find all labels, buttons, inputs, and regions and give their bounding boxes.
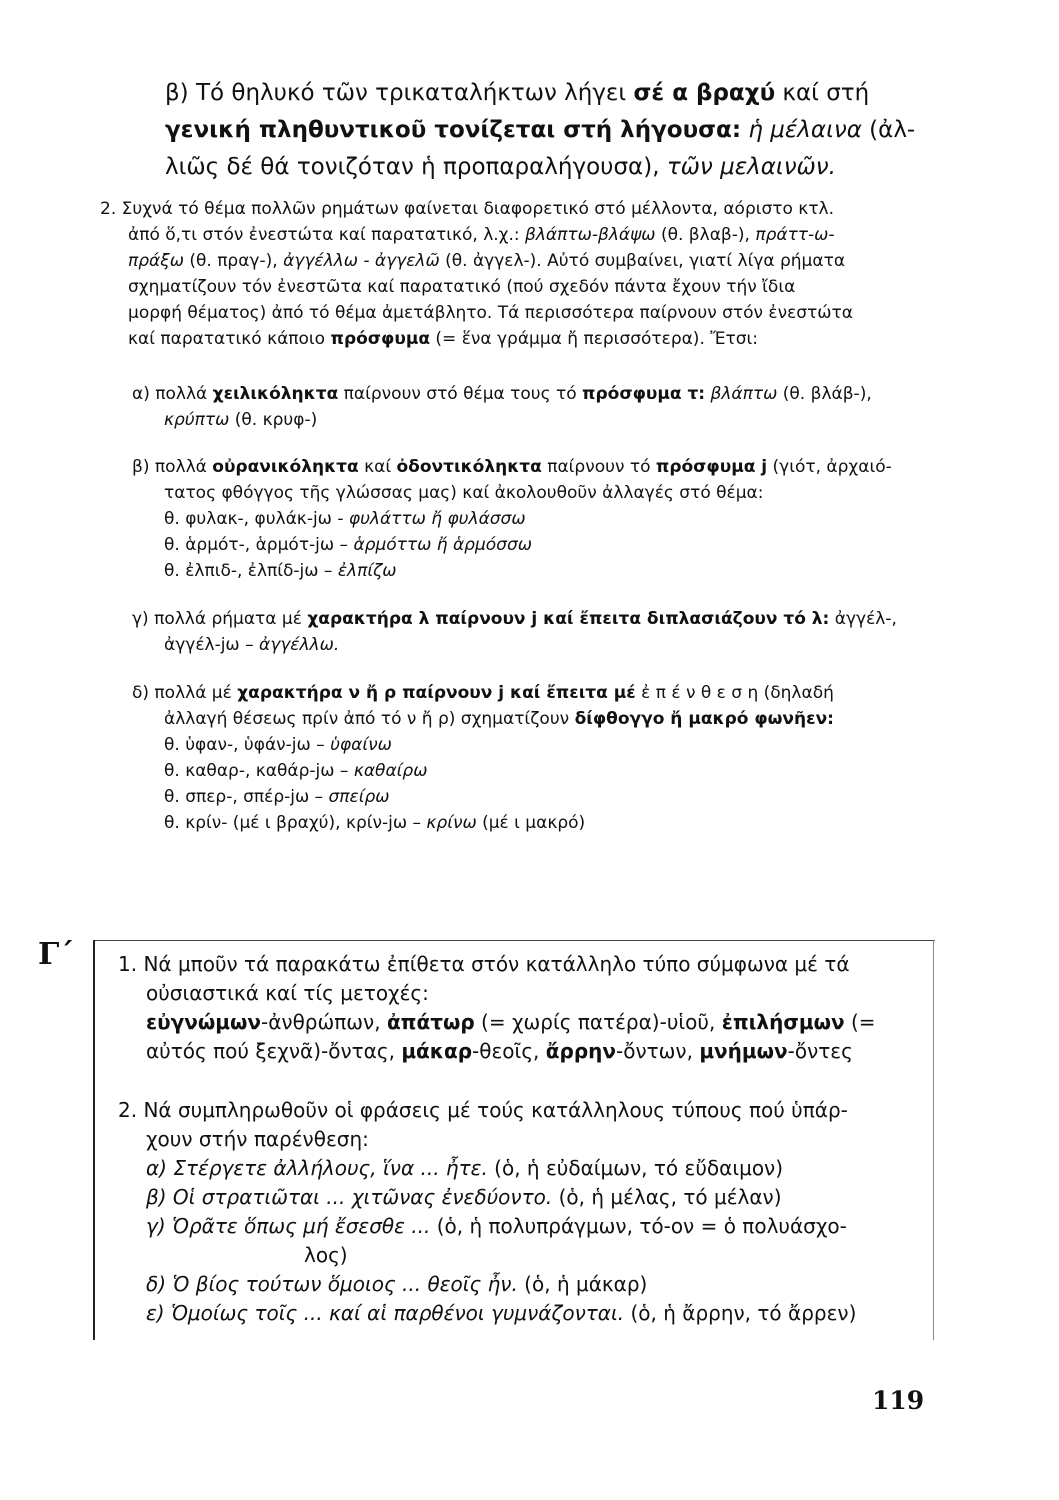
example: ἡ μέλαινα	[741, 117, 862, 143]
sentence: ε) Ὁμοίως τοῖς ... καί αἱ παρθένοι γυμνάζονται.	[146, 1301, 625, 1325]
hint: (ὁ, ἡ μάκαρ)	[517, 1272, 648, 1296]
text: καί παρατατικό κάποιο	[128, 329, 331, 349]
example: σπείρω	[328, 787, 390, 807]
text: β) πολλά	[132, 457, 213, 477]
text: (θ. βλαβ-),	[655, 225, 756, 245]
text: (= ἕνα γράμμα ἤ περισσότερα). Ἔτσι:	[430, 329, 759, 349]
emphasis: ἐπιλήσμων	[721, 1010, 845, 1034]
emphasis: χαρακτήρα ν ἤ ρ παίρνουν j καί ἔπειτα μέ	[237, 683, 636, 703]
hint: (ὁ, ἡ ἄρρην, τό ἄρρεν)	[624, 1301, 857, 1325]
text: ἀπό ὅ,τι στόν ἐνεστώτα καί παρατατικό, λ.χ.:	[128, 225, 526, 245]
exercise-box-right	[933, 940, 934, 1340]
section-marker: Γ΄	[38, 937, 75, 972]
emphasis: εὐγνώμων	[146, 1010, 261, 1034]
hint: (ὁ, ἡ μέλας, τό μέλαν)	[552, 1185, 782, 1209]
example: κρίνω	[426, 813, 477, 833]
text: καί στή	[775, 80, 870, 106]
example: βλάπτω	[705, 384, 778, 404]
example: ἀγγέλλω.	[258, 635, 340, 655]
exercise-1	[118, 950, 876, 1066]
emphasis: δίφθογγο ἤ μακρό φωνῆεν:	[574, 709, 834, 729]
emphasis: πρόσφυμα j	[655, 457, 768, 477]
text: (θ. ἀγγελ-). Αὐτό συμβαίνει, γιατί λίγα ρήματα	[439, 251, 846, 271]
emphasis: ἀπάτωρ	[386, 1010, 475, 1034]
text: θ. σπερ-, σπέρ-jω –	[164, 787, 329, 807]
text: (= χωρίς πατέρα)-υἱοῦ,	[474, 1010, 722, 1034]
sentence: δ) Ὁ βίος τούτων ὅμοιος ... θεοῖς ἦν.	[146, 1272, 518, 1296]
example: ὑφαίνω	[330, 735, 392, 755]
text: α) πολλά	[132, 384, 213, 404]
text: ἀγγέλ-,	[829, 609, 897, 629]
example: πράττ-ω-	[755, 225, 835, 245]
sentence: β) Οἱ στρατιῶται ... χιτῶνας ἐνεδύοντο.	[146, 1185, 553, 1209]
emphasis: μνήμων	[699, 1039, 788, 1063]
text: β) Τό θηλυκό τῶν τρικαταλήκτων λήγει	[165, 80, 634, 106]
text: -ὄντες	[787, 1039, 853, 1063]
text: ἀγγέλ-jω –	[164, 635, 259, 655]
emphasis: σέ α βραχύ	[633, 80, 776, 106]
text: οὐσιαστικά καί τίς μετοχές:	[146, 981, 429, 1005]
text: λιῶς δέ θά τονιζόταν ἡ προπαραλήγουσα),	[165, 154, 667, 180]
exercise-box-left	[93, 940, 95, 1340]
text: θ. καθαρ-, καθάρ-jω –	[164, 761, 354, 781]
text: -ἀνθρώπων,	[261, 1010, 387, 1034]
text: 2. Νά συμπληρωθοῦν οἱ φράσεις μέ τούς κατάλληλους τύπους πού ὑπάρ-	[118, 1098, 848, 1122]
text: (θ. βλάβ-),	[777, 384, 872, 404]
text: ἐ π έ ν θ ε σ η (δηλαδή	[635, 683, 834, 703]
text: θ. ἁρμότ-, ἁρμότ-jω –	[164, 535, 354, 555]
text: καί	[358, 457, 397, 477]
item-a	[132, 381, 872, 433]
item-d	[132, 680, 834, 836]
emphasis: οὐρανικόληκτα	[212, 457, 359, 477]
section-b-rule	[165, 75, 915, 186]
hint: (ὁ, ἡ πολυπράγμων, τό-ον = ὁ πολυάσχο-	[430, 1214, 847, 1238]
example: τῶν μελαινῶν.	[666, 154, 836, 180]
exercise-box-top	[93, 940, 935, 941]
example: κρύπτω	[164, 410, 230, 430]
hint: λος)	[304, 1243, 348, 1267]
emphasis: μάκαρ	[401, 1039, 473, 1063]
text: μορφή θέματος) ἀπό τό θέμα ἀμετάβλητο. Τά περισσότερα παίρνουν στόν ἐνεστώτα	[128, 303, 853, 323]
text: τατος φθόγγος τῆς γλώσσας μας) καί ἀκολουθοῦν ἀλλαγές στό θέμα:	[164, 483, 764, 503]
emphasis: ὀδοντικόληκτα	[396, 457, 542, 477]
text: (μέ ι μακρό)	[476, 813, 586, 833]
example: ἐλπίζω	[337, 561, 397, 581]
sentence: α) Στέργετε ἀλλήλους, ἵνα ... ἦτε.	[146, 1156, 488, 1180]
text: (θ. πραγ-),	[183, 251, 284, 271]
text: 1. Νά μποῦν τά παρακάτω ἐπίθετα στόν κατάλληλο τύπο σύμφωνα μέ τά	[118, 952, 850, 976]
emphasis: ἄρρην	[545, 1039, 617, 1063]
emphasis: χαρακτήρα λ παίρνουν j καί ἔπειτα διπλασιάζουν τό λ:	[307, 609, 830, 629]
text: παίρνουν τό	[541, 457, 656, 477]
example: ἁρμόττω ἤ ἁρμόσσω	[353, 535, 532, 555]
emphasis: γενική πληθυντικοῦ τονίζεται στή λήγουσα:	[165, 117, 742, 143]
example: φυλάττω ἤ φυλάσσω	[348, 509, 526, 529]
text: θ. ὑφαν-, ὑφάν-jω –	[164, 735, 331, 755]
text: -θεοῖς,	[472, 1039, 546, 1063]
text: χουν στήν παρένθεση:	[146, 1127, 369, 1151]
text: (γιότ, ἀρχαιό-	[767, 457, 892, 477]
emphasis: πρόσφυμα τ:	[582, 384, 706, 404]
item-g	[132, 606, 897, 658]
text: -ὄντων,	[616, 1039, 700, 1063]
text: δ) πολλά μέ	[132, 683, 238, 703]
text: θ. ἐλπιδ-, ἐλπίδ-jω –	[164, 561, 338, 581]
text: θ. φυλακ-, φυλάκ-jω -	[164, 509, 349, 529]
example: ἀγγέλλω - ἀγγελῶ	[283, 251, 440, 271]
page-number: 119	[872, 1386, 925, 1415]
example: πράξω	[128, 251, 184, 271]
hint: (ὁ, ἡ εὐδαίμων, τό εὔδαιμον)	[487, 1156, 784, 1180]
text: αὐτός πού ξεχνᾶ)-ὄντας,	[146, 1039, 402, 1063]
text: θ. κρίν- (μέ ι βραχύ), κρίν-jω –	[164, 813, 427, 833]
text: (θ. κρυφ-)	[229, 410, 318, 430]
text: παίρνουν στό θέμα τους τό	[338, 384, 583, 404]
text: (ἀλ-	[861, 117, 916, 143]
emphasis: χειλικόληκτα	[212, 384, 339, 404]
exercise-2	[118, 1096, 856, 1328]
text: σχηματίζουν τόν ἐνεστῶτα καί παρατατικό (πού σχεδόν πάντα ἔχουν τήν ἴδια	[128, 277, 796, 297]
emphasis: πρόσφυμα	[330, 329, 431, 349]
item-b	[132, 454, 892, 584]
text: γ) πολλά ρήματα μέ	[132, 609, 308, 629]
example: βλάπτω-βλάψω	[525, 225, 656, 245]
text: ἀλλαγή θέσεως πρίν ἀπό τό ν ἤ ρ) σχηματίζουν	[164, 709, 575, 729]
text: (=	[844, 1010, 876, 1034]
point-2-paragraph	[100, 196, 853, 352]
example: καθαίρω	[353, 761, 428, 781]
sentence: γ) Ὁρᾶτε ὅπως μή ἔσεσθε ...	[146, 1214, 431, 1238]
text: 2. Συχνά τό θέμα πολλῶν ρημάτων φαίνεται διαφορετικό στό μέλλοντα, αόριστο κτλ.	[100, 199, 835, 219]
